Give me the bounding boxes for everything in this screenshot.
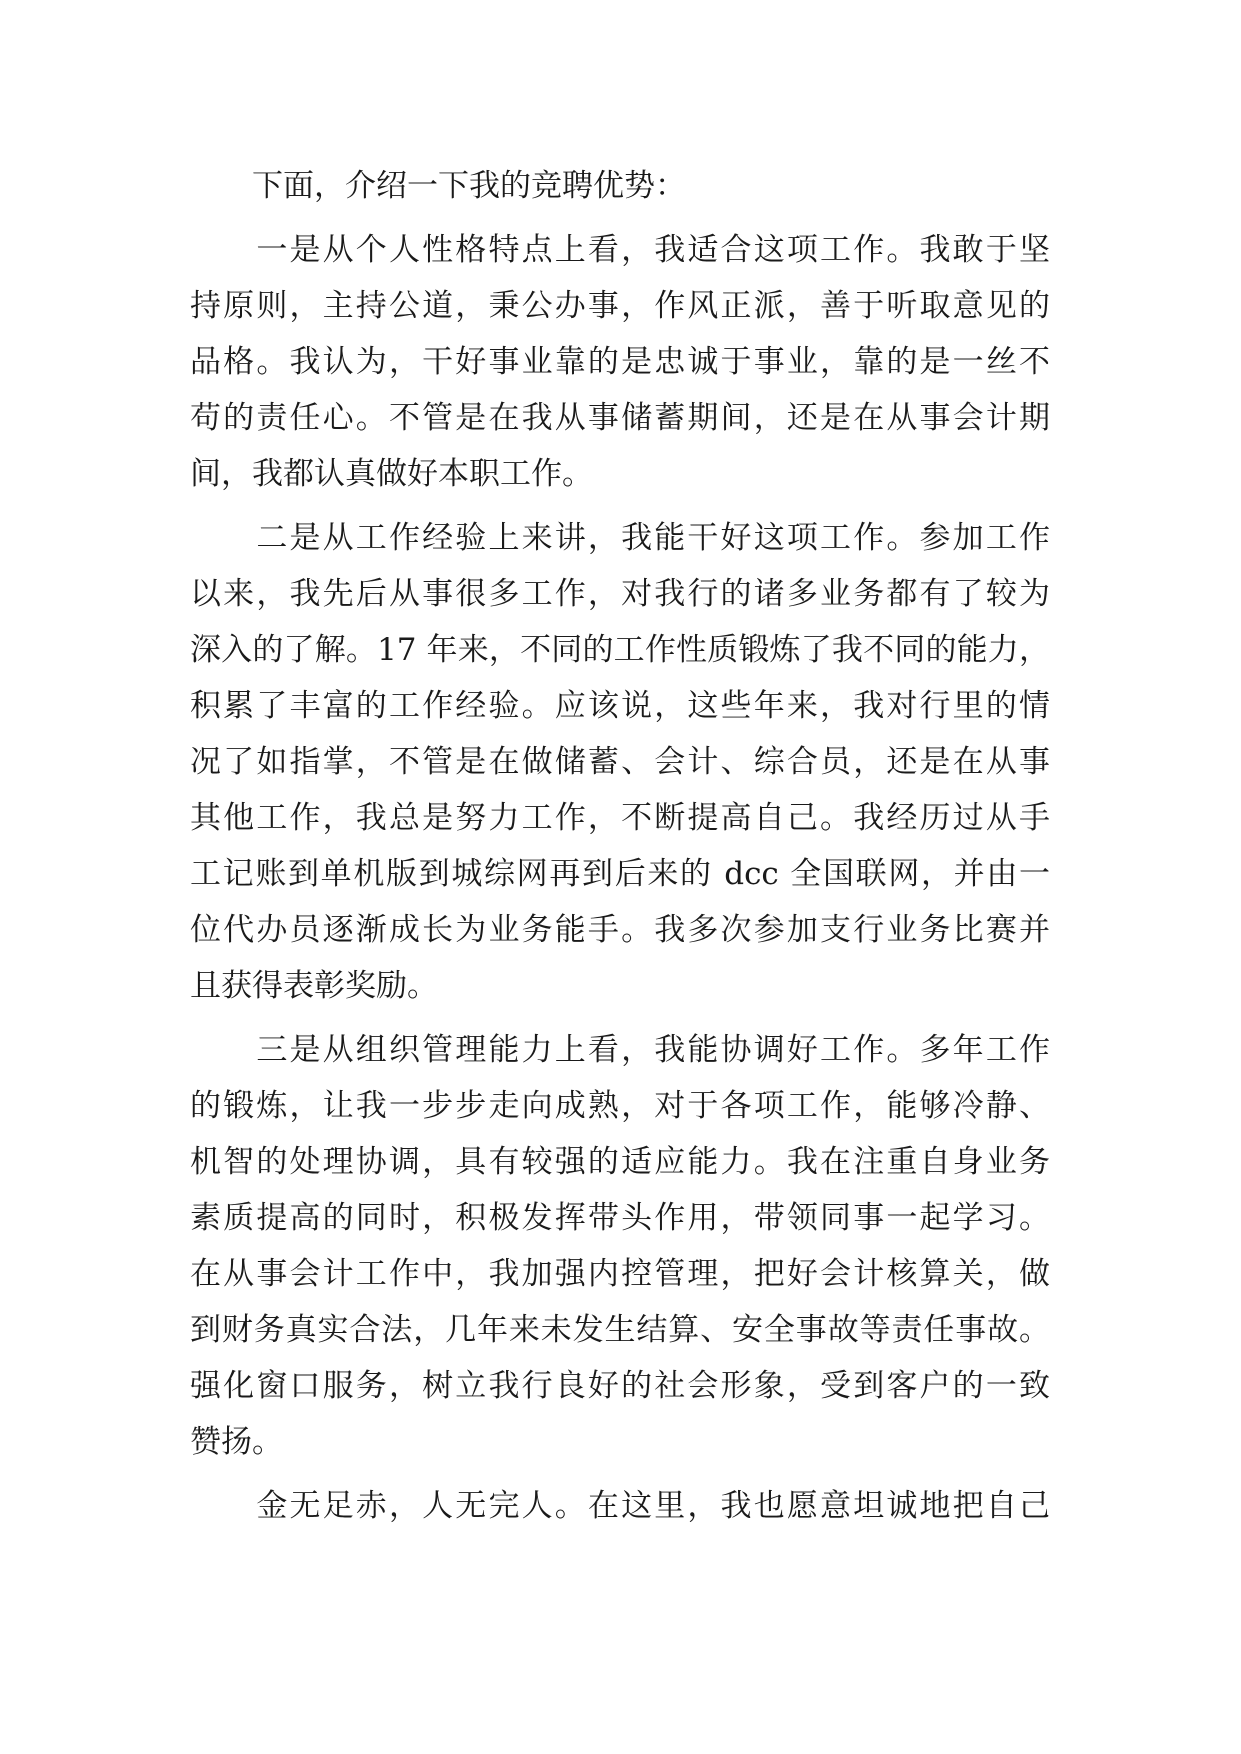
text-line: 其他工作，我总是努力工作，不断提高自己。我经历过从手 <box>190 800 1050 836</box>
text-line: 苟的责任心。不管是在我从事储蓄期间，还是在从事会计期 <box>190 400 1050 436</box>
document-body <box>190 158 1050 1534</box>
text-line: 强化窗口服务，树立我行良好的社会形象，受到客户的一致 <box>190 1368 1050 1404</box>
text-line: 机智的处理协调，具有较强的适应能力。我在注重自身业务 <box>190 1144 1050 1180</box>
text-line: 积累了丰富的工作经验。应该说，这些年来，我对行里的情 <box>190 688 1050 724</box>
text-line: 到财务真实合法，几年来未发生结算、安全事故等责任事故。 <box>190 1312 1050 1348</box>
text-line: 且获得表彰奖励。 <box>190 968 438 1004</box>
paragraph-self-assessment <box>190 1478 1050 1534</box>
text-line: 三是从组织管理能力上看，我能协调好工作。多年工作 <box>190 1032 1050 1068</box>
text-line: 赞扬。 <box>190 1424 283 1460</box>
text-line: 工记账到单机版到城综网再到后来的 dcc 全国联网，并由一 <box>190 856 1050 892</box>
text-line: 深入的了解。17 年来，不同的工作性质锻炼了我不同的能力， <box>190 632 1050 668</box>
text-line: 位代办员逐渐成长为业务能手。我多次参加支行业务比赛并 <box>190 912 1050 948</box>
text-line: 况了如指掌，不管是在做储蓄、会计、综合员，还是在从事 <box>190 744 1050 780</box>
paragraph-intro <box>190 158 1050 214</box>
text-line: 一是从个人性格特点上看，我适合这项工作。我敢于坚 <box>190 232 1050 268</box>
paragraph-personality <box>190 222 1050 502</box>
text-line: 间，我都认真做好本职工作。 <box>190 456 593 492</box>
paragraph-experience <box>190 510 1050 1014</box>
text-line: 金无足赤，人无完人。在这里，我也愿意坦诚地把自己 <box>190 1488 1050 1524</box>
text-line: 在从事会计工作中，我加强内控管理，把好会计核算关，做 <box>190 1256 1050 1292</box>
paragraph-management <box>190 1022 1050 1470</box>
text-line: 素质提高的同时，积极发挥带头作用，带领同事一起学习。 <box>190 1200 1050 1236</box>
text-line: 持原则，主持公道，秉公办事，作风正派，善于听取意见的 <box>190 288 1050 324</box>
text-line: 的锻炼，让我一步步走向成熟，对于各项工作，能够冷静、 <box>190 1088 1050 1124</box>
text-line: 下面，介绍一下我的竞聘优势： <box>190 168 686 204</box>
text-line: 以来，我先后从事很多工作，对我行的诸多业务都有了较为 <box>190 576 1050 612</box>
text-line: 品格。我认为，干好事业靠的是忠诚于事业，靠的是一丝不 <box>190 344 1050 380</box>
text-line: 二是从工作经验上来讲，我能干好这项工作。参加工作 <box>190 520 1050 556</box>
